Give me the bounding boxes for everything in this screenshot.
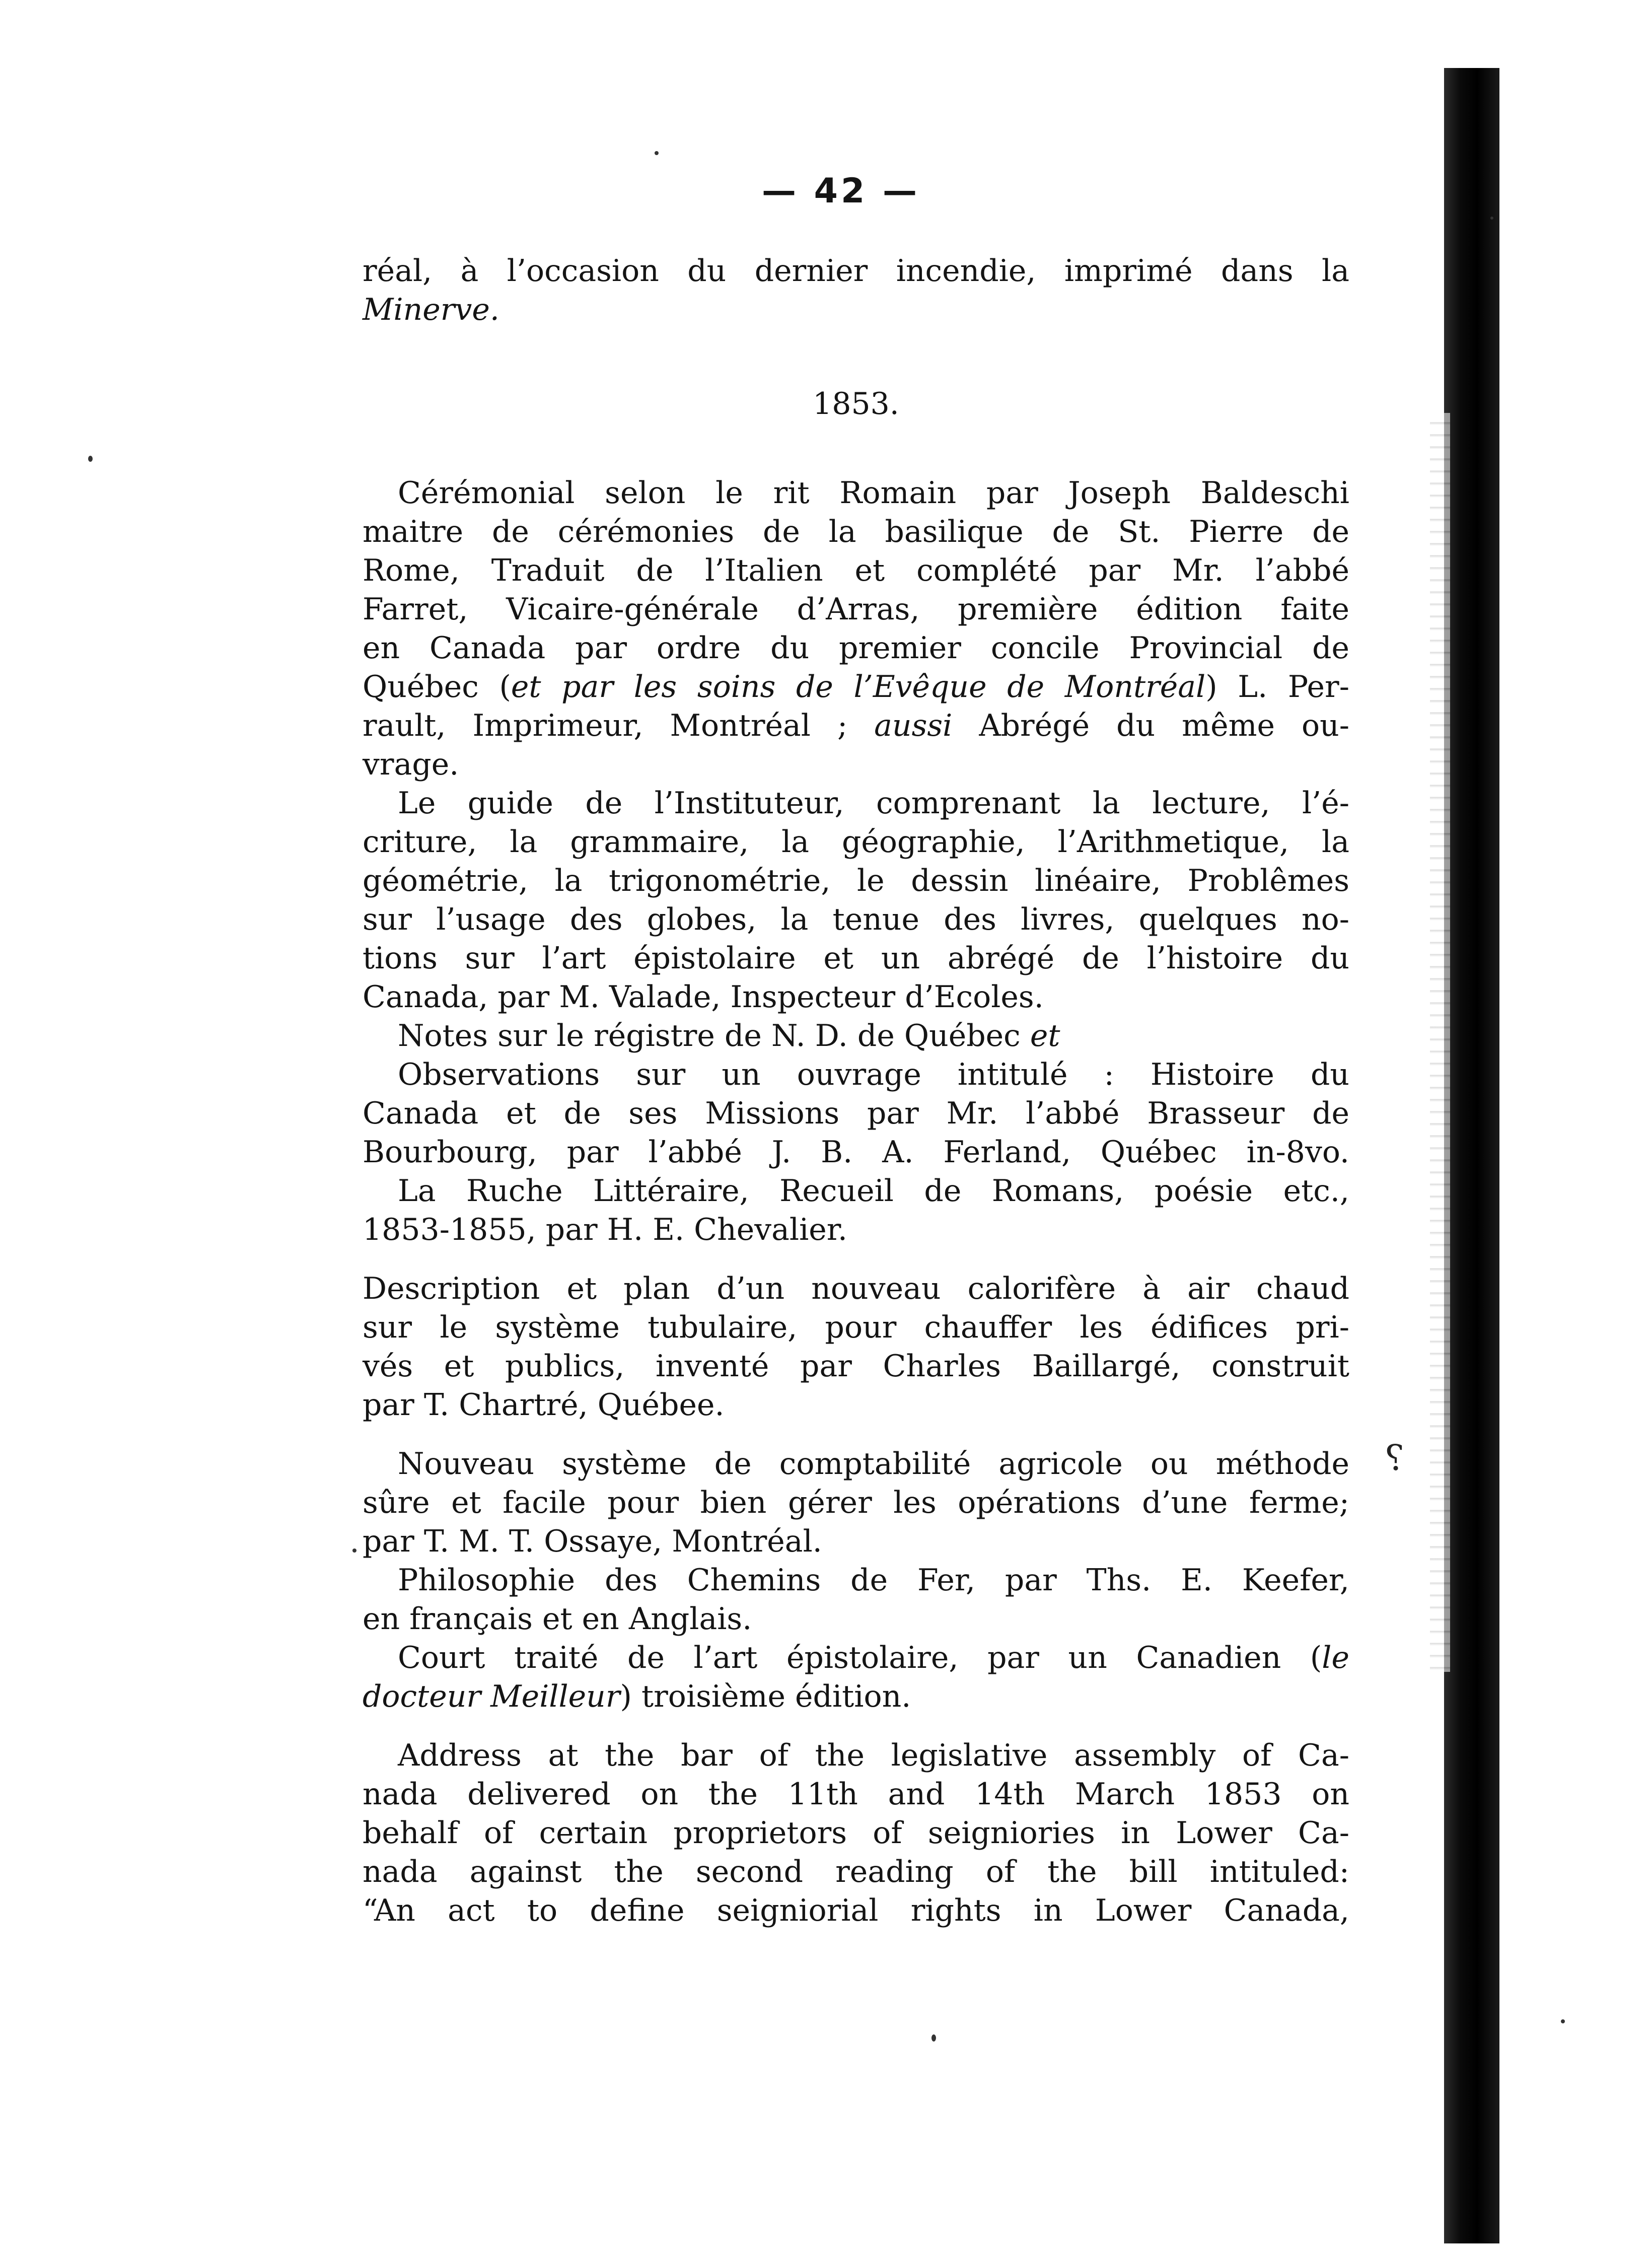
page-number: — 42 — <box>762 171 920 211</box>
text-segment: le <box>1322 1640 1349 1675</box>
text-segment: sur l’usage des globes, la tenue des livres, quelques no- <box>363 902 1349 937</box>
text-line <box>363 1561 1349 1600</box>
text-line <box>363 784 1349 823</box>
text-line <box>363 707 1349 745</box>
text-segment: nada against the second reading of the bill intituled: <box>363 1854 1349 1889</box>
text-segment: Court traité de l’art épistolaire, par un Canadien ( <box>398 1640 1322 1675</box>
text-segment: et par les soins de l’Evêque de Montréal <box>511 669 1206 705</box>
text-line <box>363 1172 1349 1211</box>
text-line <box>363 1600 1349 1639</box>
text-segment: Canada et de ses Missions par Mr. l’abbé Brasseur de <box>363 1096 1349 1131</box>
text-line <box>363 900 1349 939</box>
text-line <box>363 1639 1349 1677</box>
text-line <box>363 590 1349 629</box>
text-line <box>363 823 1349 862</box>
binding-shadow <box>1444 68 1499 2243</box>
text-line <box>363 1211 1349 1249</box>
body-text <box>363 252 1349 1930</box>
text-segment: Canada, par M. Valade, Inspecteur d’Ecoles. <box>363 979 1044 1015</box>
speck <box>352 1549 356 1553</box>
text-line <box>363 1308 1349 1347</box>
text-segment: tions sur l’art épistolaire et un abrégé de l’histoire du <box>363 941 1349 976</box>
text-line <box>363 1522 1349 1561</box>
text-segment: Cérémonial selon le rit Romain par Joseph Baldeschi <box>398 475 1349 511</box>
text-segment: en français et en Anglais. <box>363 1601 752 1637</box>
text-line <box>363 1814 1349 1853</box>
text-line <box>363 629 1349 668</box>
text-line <box>363 1677 1349 1716</box>
text-line <box>363 551 1349 590</box>
text-line <box>363 1736 1349 1775</box>
text-line <box>363 978 1349 1017</box>
text-line <box>363 1094 1349 1133</box>
text-segment: Farret, Vicaire-générale d’Arras, première édition faite <box>363 592 1349 627</box>
text-segment: aussi <box>874 708 953 743</box>
text-segment: sûre et facile pour bien gérer les opérations d’une ferme; <box>363 1485 1349 1520</box>
binding-fringe <box>1430 413 1450 1672</box>
text-line <box>363 939 1349 978</box>
text-line <box>363 1853 1349 1891</box>
margin-mark: ⸮ <box>1385 1437 1404 1479</box>
text-segment: ) L. Per- <box>1205 669 1349 705</box>
text-line <box>363 385 1349 424</box>
text-segment: par T. M. T. Ossaye, Montréal. <box>363 1524 822 1559</box>
text-segment: Nouveau système de comptabilité agricole ou méthode <box>398 1446 1349 1482</box>
text-segment: Philosophie des Chemins de Fer, par Ths. E. Keefer, <box>398 1563 1349 1598</box>
text-line <box>363 1055 1349 1094</box>
text-segment: vés et publics, inventé par Charles Baillargé, construit <box>363 1349 1349 1384</box>
text-line <box>363 862 1349 900</box>
speck <box>931 2034 936 2042</box>
text-segment: La Ruche Littéraire, Recueil de Romans, poésie etc., <box>398 1173 1349 1209</box>
text-segment: Abrégé du même ou- <box>952 708 1349 743</box>
text-segment: 1853-1855, par H. E. Chevalier. <box>363 1212 847 1247</box>
text-line <box>363 1017 1349 1055</box>
text-segment: maitre de cérémonies de la basilique de St. Pierre de <box>363 514 1349 549</box>
text-segment: en Canada par ordre du premier concile Provincial de <box>363 630 1349 666</box>
text-segment: Observations sur un ouvrage intitulé : Histoire du <box>398 1057 1349 1092</box>
text-segment: “An act to define seigniorial rights in Lower Canada, <box>363 1893 1349 1928</box>
text-segment: Rome, Traduit de l’Italien et complété par Mr. l’abbé <box>363 553 1349 588</box>
text-line <box>363 745 1349 784</box>
text-segment: et <box>1030 1018 1060 1053</box>
text-line <box>363 1891 1349 1930</box>
text-segment: 1853. <box>813 386 899 421</box>
speck <box>1490 217 1493 220</box>
speck <box>1561 2019 1565 2023</box>
text-line <box>363 513 1349 551</box>
text-line <box>363 252 1349 291</box>
speck <box>88 456 93 462</box>
text-line <box>363 1270 1349 1308</box>
text-line <box>363 1386 1349 1425</box>
text-segment: rault, Imprimeur, Montréal ; <box>363 708 875 743</box>
text-segment: criture, la grammaire, la géographie, l’Arithmetique, la <box>363 824 1349 860</box>
text-segment: réal, à l’occasion du dernier incendie, imprimé dans la <box>363 253 1349 289</box>
text-segment: par T. Chartré, Québee. <box>363 1387 725 1423</box>
text-segment: behalf of certain proprietors of seigniories in Lower Ca- <box>363 1815 1349 1851</box>
text-segment: Notes sur le régistre de N. D. de Québec <box>398 1018 1030 1053</box>
text-segment: Minerve. <box>363 292 499 327</box>
text-segment: Le guide de l’Instituteur, comprenant la lecture, l’é- <box>398 786 1349 821</box>
text-line <box>363 1347 1349 1386</box>
text-segment: Bourbourg, par l’abbé J. B. A. Ferland, Québec in-8vo. <box>363 1135 1349 1170</box>
text-line <box>363 1775 1349 1814</box>
text-segment: vrage. <box>363 747 459 782</box>
text-line <box>363 668 1349 707</box>
text-segment: sur le système tubulaire, pour chauffer les édifices pri- <box>363 1310 1349 1345</box>
text-line <box>363 1484 1349 1522</box>
text-segment: Québec ( <box>363 669 511 705</box>
text-line <box>363 474 1349 513</box>
text-segment: géométrie, la trigonométrie, le dessin linéaire, Problêmes <box>363 863 1349 898</box>
text-segment: Address at the bar of the legislative assembly of Ca- <box>398 1738 1349 1773</box>
speck <box>655 151 659 155</box>
text-line <box>363 1133 1349 1172</box>
text-segment: ) troisième édition. <box>620 1679 911 1714</box>
text-line <box>363 1445 1349 1484</box>
text-segment: Description et plan d’un nouveau calorifère à air chaud <box>363 1271 1349 1306</box>
text-line <box>363 291 1349 329</box>
text-segment: nada delivered on the 11th and 14th March 1853 on <box>363 1777 1349 1812</box>
text-segment: docteur Meilleur <box>363 1679 620 1714</box>
